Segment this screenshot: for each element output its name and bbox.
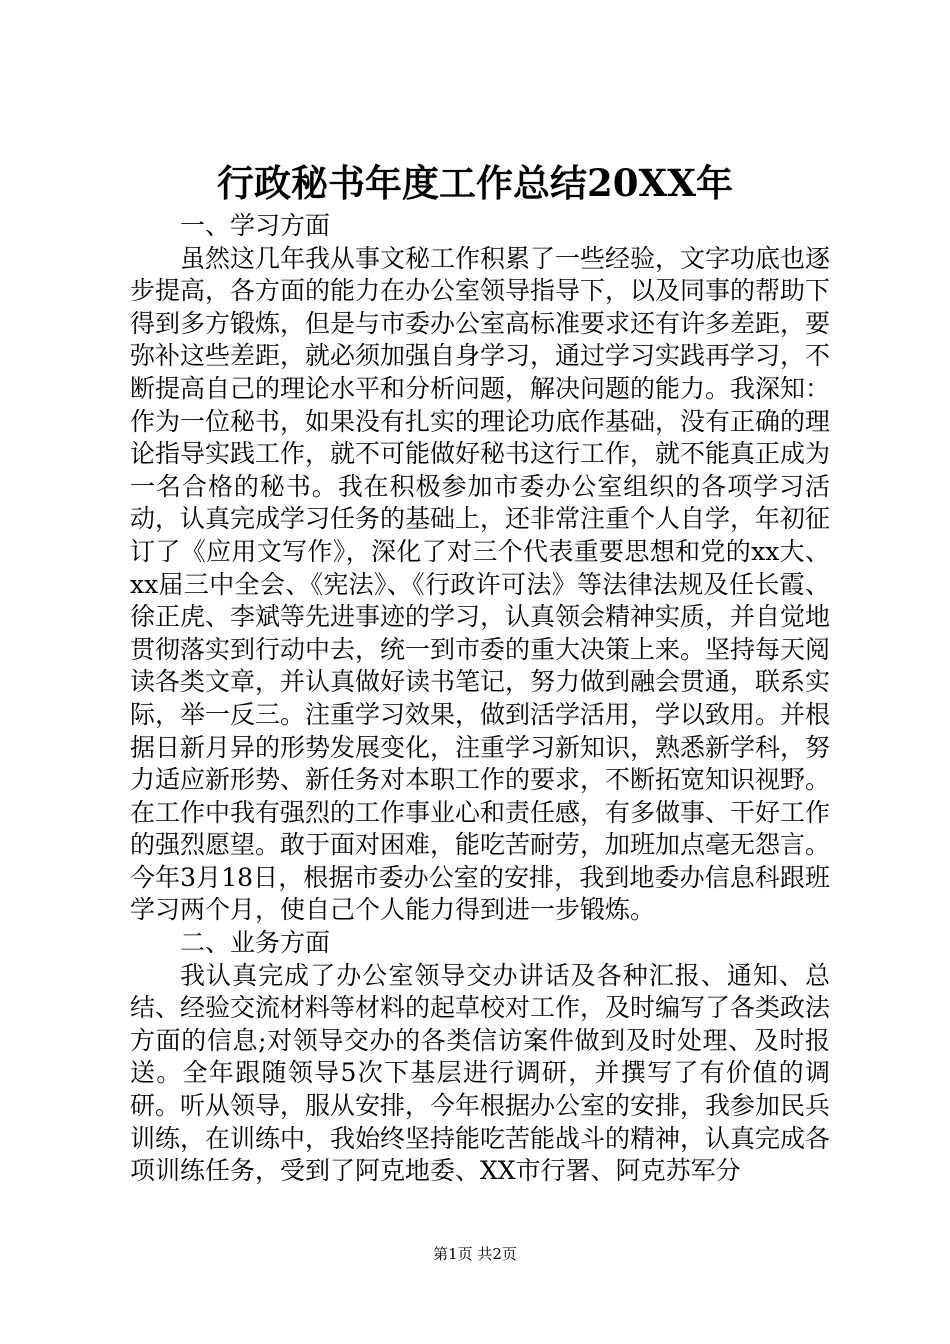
paragraph-business: 我认真完成了办公室领导交办讲话及各种汇报、通知、总结、经验交流材料等材料的起草校对工作，及时编写了各类政法方面的信息;对领导交办的各类信访案件做到及时处理、及时报送。全年跟随领导5次下基层进行调研，并撰写了有价值的调研。听从领导，服从安排，今年根据办公室的安排，我参加民兵训练，在训练中，我始终坚持能吃苦能战斗的精神，认真完成各项训练任务，受到了阿克地委、XX市行署、阿克苏军分 <box>130 960 831 1186</box>
page-footer: 第1页 共2页 <box>433 1245 517 1263</box>
document-title: 行政秘书年度工作总结20XX年 <box>217 161 733 205</box>
document-body <box>130 210 830 1188</box>
section-heading-study: 一、学习方面 <box>180 211 331 240</box>
paragraph-study: 虽然这几年我从事文秘工作积累了一些经验，文字功底也逐步提高，各方面的能力在办公室领导指导下，以及同事的帮助下得到多方锻炼，但是与市委办公室高标准要求还有许多差距，要弥补这些差距，就必须加强自身学习，通过学习实践再学习，不断提高自己的理论水平和分析问题，解决问题的能力。我深知：作为一位秘书，如果没有扎实的理论功底作基础，没有正确的理论指导实践工作，就不可能做好秘书这行工作，就不能真正成为一名合格的秘书。我在积极参加市委办公室组织的各项学习活动，认真完成学习任务的基础上，还非常注重个人自学，年初征订了《应用文写作》，深化了对三个代表重要思想和党的xx大、xx届三中全会、《宪法》、《行政许可法》等法律法规及任长霞、徐正虎、李斌等先进事迹的学习，认真领会精神实质，并自觉地贯彻落实到行动中去，统一到市委的重大决策上来。坚持每天阅读各类文章，并认真做好读书笔记，努力做到融会贯通，联系实际，举一反三。注重学习效果，做到活学活用，学以致用。并根据日新月异的形势发展变化，注重学习新知识，熟悉新学科，努力适应新形势、新任务对本职工作的要求，不断拓宽知识视野。在工作中我有强烈的工作事业心和责任感，有多做事、干好工作的强烈愿望。敢于面对困难，能吃苦耐劳，加班加点毫无怨言。今年3月18日，根据市委办公室的安排，我到地委办信息科跟班学习两个月，使自己个人能力得到进一步锻炼。 <box>130 243 831 925</box>
section-heading-business: 二、业务方面 <box>180 928 331 958</box>
